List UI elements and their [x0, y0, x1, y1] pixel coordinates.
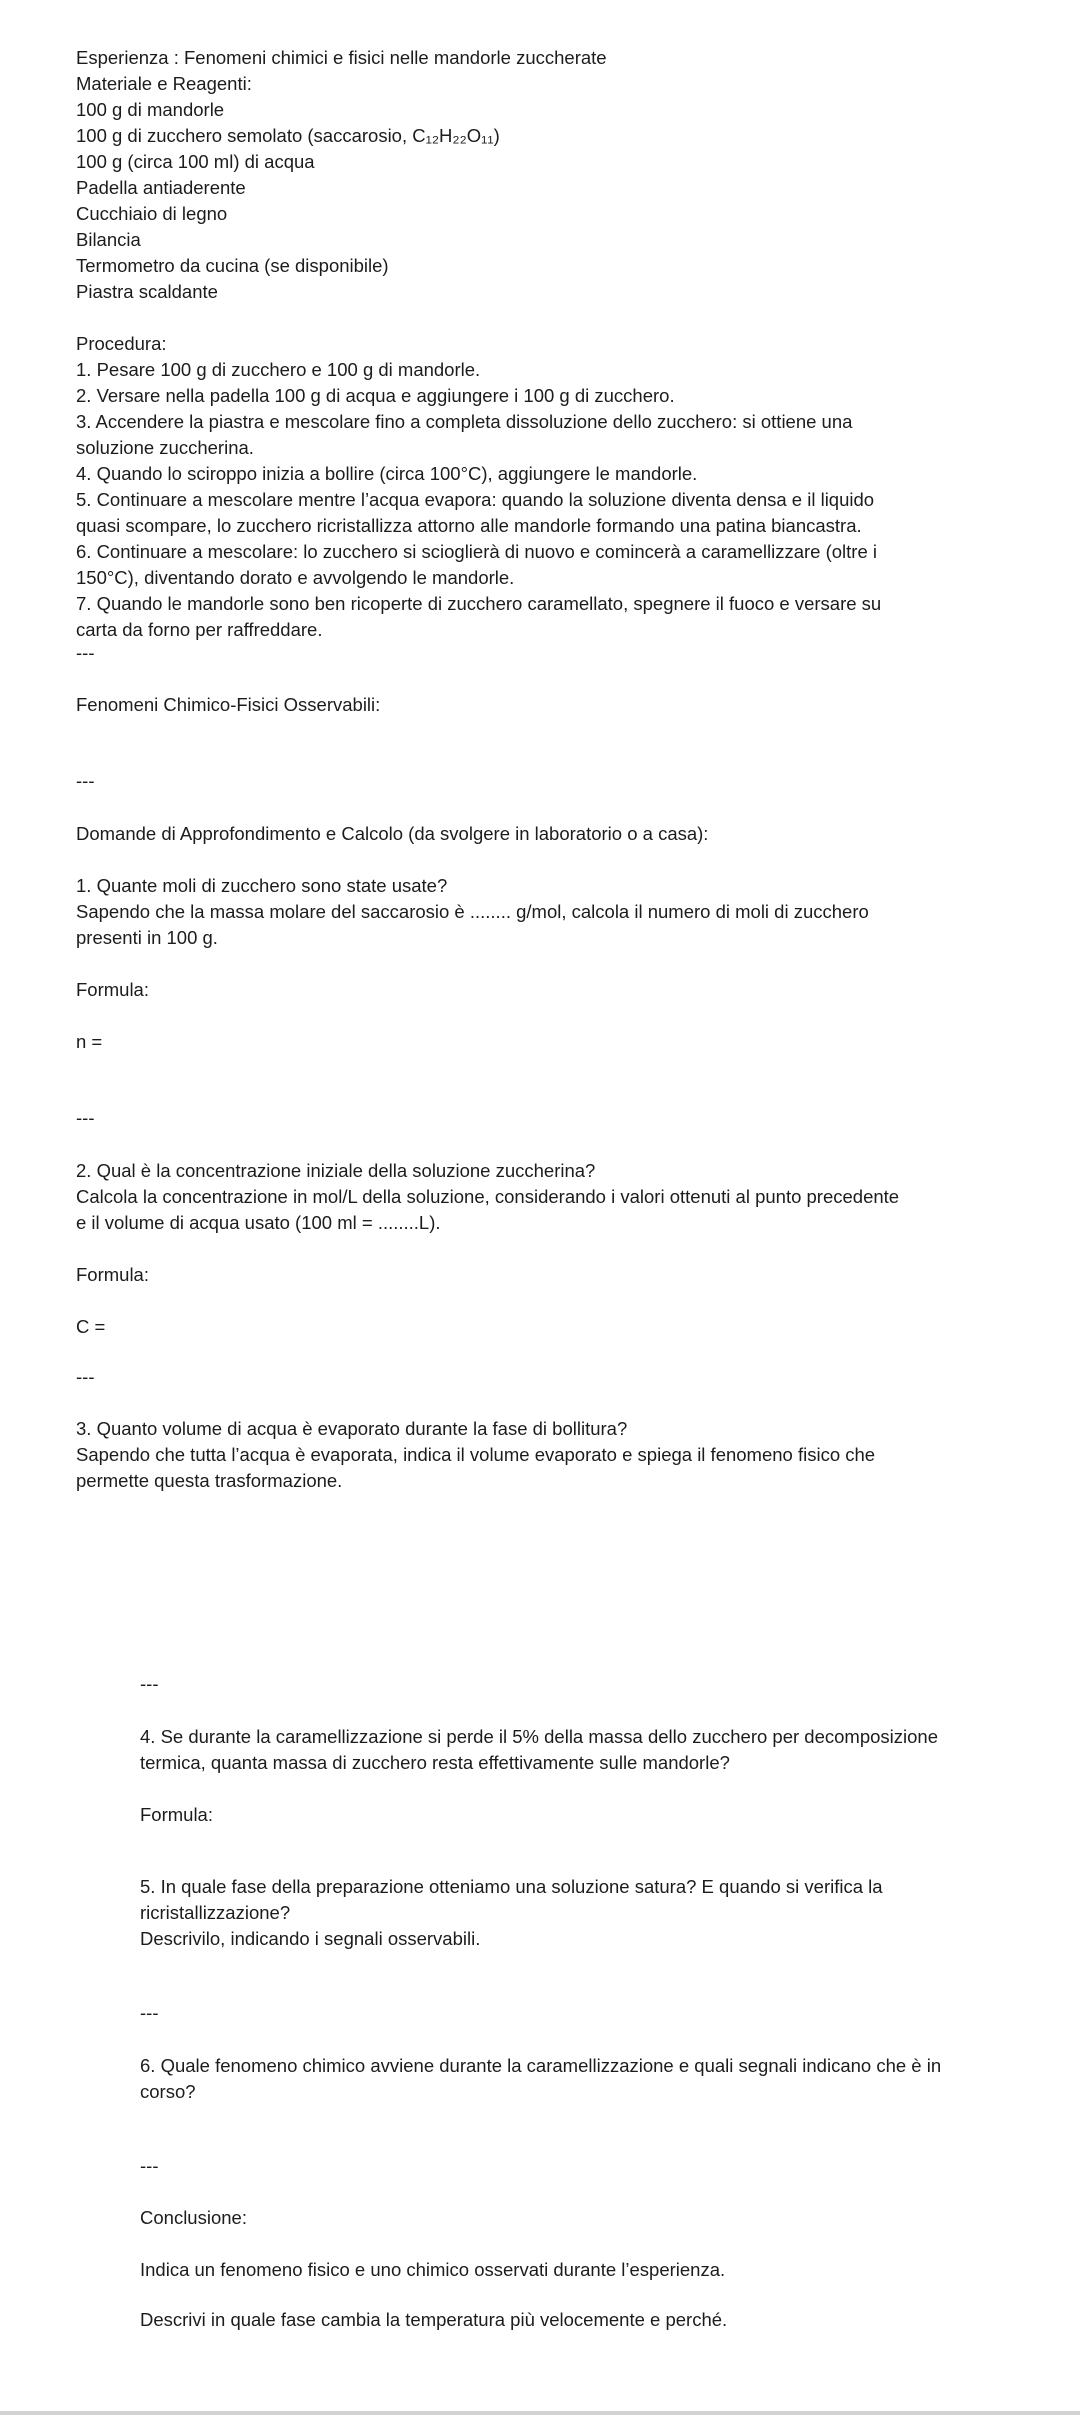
materials-item: Termometro da cucina (se disponibile): [76, 255, 389, 276]
q1-text: presenti in 100 g.: [76, 927, 218, 948]
q5-text: ricristallizzazione?: [140, 1902, 291, 1923]
q1-formula: n =: [76, 1031, 103, 1052]
q2-text: e il volume di acqua usato (100 ml = ........L).: [76, 1212, 441, 1233]
procedure-line: 3. Accendere la piastra e mescolare fino a completa dissoluzione dello zucchero: si ottiene una: [76, 411, 853, 432]
q2-title: 2. Qual è la concentrazione iniziale della soluzione zuccherina?: [76, 1160, 596, 1181]
q4-text: termica, quanta massa di zucchero resta effettivamente sulle mandorle?: [140, 1752, 730, 1773]
procedure-line: 5. Continuare a mescolare mentre l’acqua evapora: quando la soluzione diventa densa e il liquido: [76, 489, 875, 510]
q6-text: corso?: [140, 2081, 196, 2102]
conclusion-line: Descrivi in quale fase cambia la temperatura più velocemente e perché.: [140, 2309, 728, 2330]
section-separator: ---: [76, 770, 95, 791]
procedure-heading: Procedura:: [76, 333, 167, 354]
section-separator: ---: [76, 1107, 95, 1128]
materials-heading: Materiale e Reagenti:: [76, 73, 252, 94]
procedure-line: 1. Pesare 100 g di zucchero e 100 g di mandorle.: [76, 359, 481, 380]
q6-text: 6. Quale fenomeno chimico avviene durante la caramellizzazione e quali segnali indicano che è in: [140, 2055, 942, 2076]
section-separator: ---: [140, 2155, 159, 2176]
procedure-line: 7. Quando le mandorle sono ben ricoperte di zucchero caramellato, spegnere il fuoco e versare su: [76, 593, 882, 614]
materials-item: 100 g di mandorle: [76, 99, 225, 120]
q3-text: permette questa trasformazione.: [76, 1470, 343, 1491]
materials-item: Piastra scaldante: [76, 281, 218, 302]
materials-item: 100 g di zucchero semolato (saccarosio, C₁₂H₂₂O₁₁): [76, 125, 500, 146]
procedure-line: soluzione zuccherina.: [76, 437, 254, 458]
materials-item: Cucchiaio di legno: [76, 203, 228, 224]
q2-formula: C =: [76, 1316, 106, 1337]
conclusion-heading: Conclusione:: [140, 2207, 247, 2228]
phenomena-heading: Fenomeni Chimico-Fisici Osservabili:: [76, 694, 381, 715]
section-separator: ---: [76, 1366, 95, 1387]
q3-title: 3. Quanto volume di acqua è evaporato durante la fase di bollitura?: [76, 1418, 628, 1439]
q4-text: 4. Se durante la caramellizzazione si perde il 5% della massa dello zucchero per decomposizione: [140, 1726, 938, 1747]
q2-formula-label: Formula:: [76, 1264, 149, 1285]
q1-title: 1. Quante moli di zucchero sono state usate?: [76, 875, 448, 896]
materials-item: Padella antiaderente: [76, 177, 246, 198]
q5-text: 5. In quale fase della preparazione otteniamo una soluzione satura? E quando si verifica la: [140, 1876, 883, 1897]
materials-item: 100 g (circa 100 ml) di acqua: [76, 151, 315, 172]
q2-text: Calcola la concentrazione in mol/L della soluzione, considerando i valori ottenuti al punto precedente: [76, 1186, 900, 1207]
q3-text: Sapendo che tutta l’acqua è evaporata, indica il volume evaporato e spiega il fenomeno fisico che: [76, 1444, 876, 1465]
procedure-line: 6. Continuare a mescolare: lo zucchero si scioglierà di nuovo e comincerà a caramellizzare (oltre i: [76, 541, 878, 562]
procedure-line: 2. Versare nella padella 100 g di acqua e aggiungere i 100 g di zucchero.: [76, 385, 675, 406]
procedure-line: 150°C), diventando dorato e avvolgendo le mandorle.: [76, 567, 515, 588]
materials-item: Bilancia: [76, 229, 141, 250]
procedure-line: 4. Quando lo sciroppo inizia a bollire (circa 100°C), aggiungere le mandorle.: [76, 463, 698, 484]
q1-formula-label: Formula:: [76, 979, 149, 1000]
page-bottom-border: [0, 2411, 1080, 2415]
section-separator: ---: [76, 642, 95, 663]
q5-text: Descrivilo, indicando i segnali osservabili.: [140, 1928, 481, 1949]
q4-formula-label: Formula:: [140, 1804, 213, 1825]
section-separator: ---: [140, 1673, 159, 1694]
section-separator: ---: [140, 2002, 159, 2023]
procedure-line: quasi scompare, lo zucchero ricristallizza attorno alle mandorle formando una patina biancastra.: [76, 515, 862, 536]
conclusion-line: Indica un fenomeno fisico e uno chimico osservati durante l’esperienza.: [140, 2259, 726, 2280]
q1-text: Sapendo che la massa molare del saccarosio è ........ g/mol, calcola il numero di moli di zucchero: [76, 901, 869, 922]
questions-heading: Domande di Approfondimento e Calcolo (da svolgere in laboratorio o a casa):: [76, 823, 709, 844]
procedure-line: carta da forno per raffreddare.: [76, 619, 323, 640]
document-title: Esperienza : Fenomeni chimici e fisici nelle mandorle zuccherate: [76, 47, 607, 68]
